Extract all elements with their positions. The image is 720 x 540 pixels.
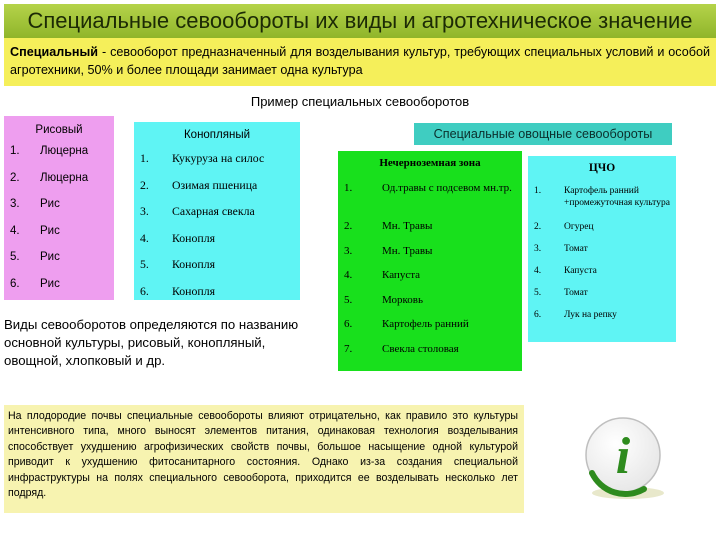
item-text: Мн. Травы: [382, 220, 433, 232]
list-item: [344, 342, 516, 367]
list-item: [10, 172, 108, 199]
list-item: [344, 317, 516, 342]
item-text: Конопля: [172, 230, 216, 245]
list-item: [534, 310, 670, 332]
item-text: Картофель ранний +промежуточная культура: [564, 186, 670, 208]
item-number: 1.: [344, 182, 353, 194]
item-text: Мн. Травы: [382, 244, 433, 257]
list-item: [534, 288, 670, 310]
item-text: Озимая пшеница: [172, 177, 258, 192]
hemp-rotation-title: Конопляный: [183, 129, 251, 141]
cchz-list: [534, 186, 670, 332]
item-text: Картофель ранний: [382, 318, 469, 330]
list-item: [140, 178, 294, 205]
item-number: 4.: [10, 224, 20, 237]
list-item: [344, 219, 516, 244]
item-text: Свекла столовая: [382, 342, 459, 355]
item-text: Томат: [564, 288, 588, 298]
item-number: 4.: [344, 269, 353, 281]
item-text: Рис: [40, 277, 60, 290]
item-number: 6.: [140, 283, 149, 298]
item-text: Рис: [40, 198, 60, 210]
list-item: [534, 244, 670, 266]
item-number: 5.: [344, 293, 353, 306]
item-text: Томат: [564, 244, 588, 254]
item-text: Капуста: [564, 266, 597, 276]
examples-heading: Пример специальных севооборотов: [250, 94, 470, 109]
rotation-types-text: Виды севооборотов определяются по названию основной культуры, рисовый, конопляный, овощной, хлопковый и др.: [4, 317, 299, 368]
item-text: Од.травы с подсевом мн.тр.: [382, 182, 512, 194]
item-number: 3.: [10, 198, 20, 210]
list-item: [10, 278, 108, 305]
non-chernozem-rotation-box: [338, 151, 522, 371]
item-text: Капуста: [382, 269, 421, 281]
item-text: Лук на репку: [564, 310, 617, 320]
list-item: [344, 181, 516, 219]
rice-rotation-list: [10, 145, 108, 304]
item-number: 7.: [344, 342, 353, 355]
item-number: 5.: [140, 257, 149, 271]
hemp-rotation-list: [140, 151, 294, 310]
soil-effect-text: На плодородие почвы специальные севообороты влияют отрицательно, как правило это культуры интенсивного типа, много выносят элементов питания, одинаковая технология возделывания способствует ухудшению агрофизических свойств почвы, большое насыщение одной культурой приводит к ухудшению фитосанитарного состояния. Однако из-за создания специальной инфраструктуры на полях специального севооборота, приходится ее возделывать несколько лет подряд.: [4, 405, 524, 513]
list-item: [140, 151, 294, 178]
cchz-rotation-box: [528, 156, 676, 342]
item-text: Кукуруза на силос: [172, 151, 265, 165]
definition-box: [4, 38, 716, 86]
cchz-title: ЦЧО: [588, 162, 616, 174]
list-item: [534, 186, 670, 222]
definition-term: Специальный: [10, 45, 99, 59]
list-item: [344, 293, 516, 318]
list-item: [140, 204, 294, 231]
definition-dash: -: [98, 45, 111, 59]
list-item: [10, 251, 108, 278]
item-number: 2.: [534, 222, 542, 232]
item-text: Сахарная свекла: [172, 204, 255, 218]
item-number: 2.: [10, 171, 20, 184]
item-text: Конопля: [172, 257, 216, 271]
item-number: 3.: [534, 244, 542, 254]
item-text: Люцерна: [40, 145, 89, 157]
definition-text: севооборот предназначенный для возделывания культур, требующих специальных условий и особой агротехники, 50% и более площади занимает одна культура: [10, 45, 710, 77]
rice-rotation-title: Рисовый: [35, 124, 83, 136]
list-item: [344, 268, 516, 293]
item-number: 5.: [10, 251, 20, 263]
list-item: [10, 145, 108, 172]
list-item: [534, 222, 670, 244]
item-number: 2.: [344, 220, 353, 232]
list-item: [140, 231, 294, 258]
list-item: [344, 244, 516, 269]
item-number: 4.: [140, 230, 149, 245]
list-item: [10, 225, 108, 252]
info-icon-glyph: i: [615, 428, 631, 485]
item-number: 4.: [534, 266, 542, 276]
item-number: 6.: [344, 318, 353, 330]
item-number: 6.: [534, 310, 542, 320]
list-item: [534, 266, 670, 288]
item-number: 3.: [344, 244, 353, 257]
item-text: Рис: [40, 251, 60, 263]
item-number: 1.: [10, 145, 20, 157]
item-text: Конопля: [172, 283, 216, 298]
hemp-rotation-box: [134, 122, 300, 300]
info-icon: [578, 413, 668, 503]
item-text: Огурец: [564, 222, 594, 232]
page-title: Специальные севообороты их виды и агротехническое значение: [4, 4, 716, 38]
item-number: 1.: [140, 151, 149, 165]
non-chernozem-title: Нечерноземная зона: [379, 157, 481, 169]
list-item: [140, 257, 294, 284]
item-text: Морковь: [382, 293, 424, 306]
list-item: [140, 284, 294, 311]
info-icon-graphic: [578, 413, 668, 503]
vegetable-rotations-label: Специальные овощные севообороты: [414, 123, 672, 145]
item-number: 2.: [140, 177, 149, 192]
item-text: Люцерна: [40, 171, 89, 184]
rice-rotation-box: [4, 116, 114, 300]
non-chernozem-list: [344, 181, 516, 366]
item-number: 6.: [10, 277, 20, 290]
item-text: Рис: [40, 224, 60, 237]
item-number: 5.: [534, 288, 542, 298]
item-number: 3.: [140, 204, 149, 218]
list-item: [10, 198, 108, 225]
item-number: 1.: [534, 186, 542, 196]
